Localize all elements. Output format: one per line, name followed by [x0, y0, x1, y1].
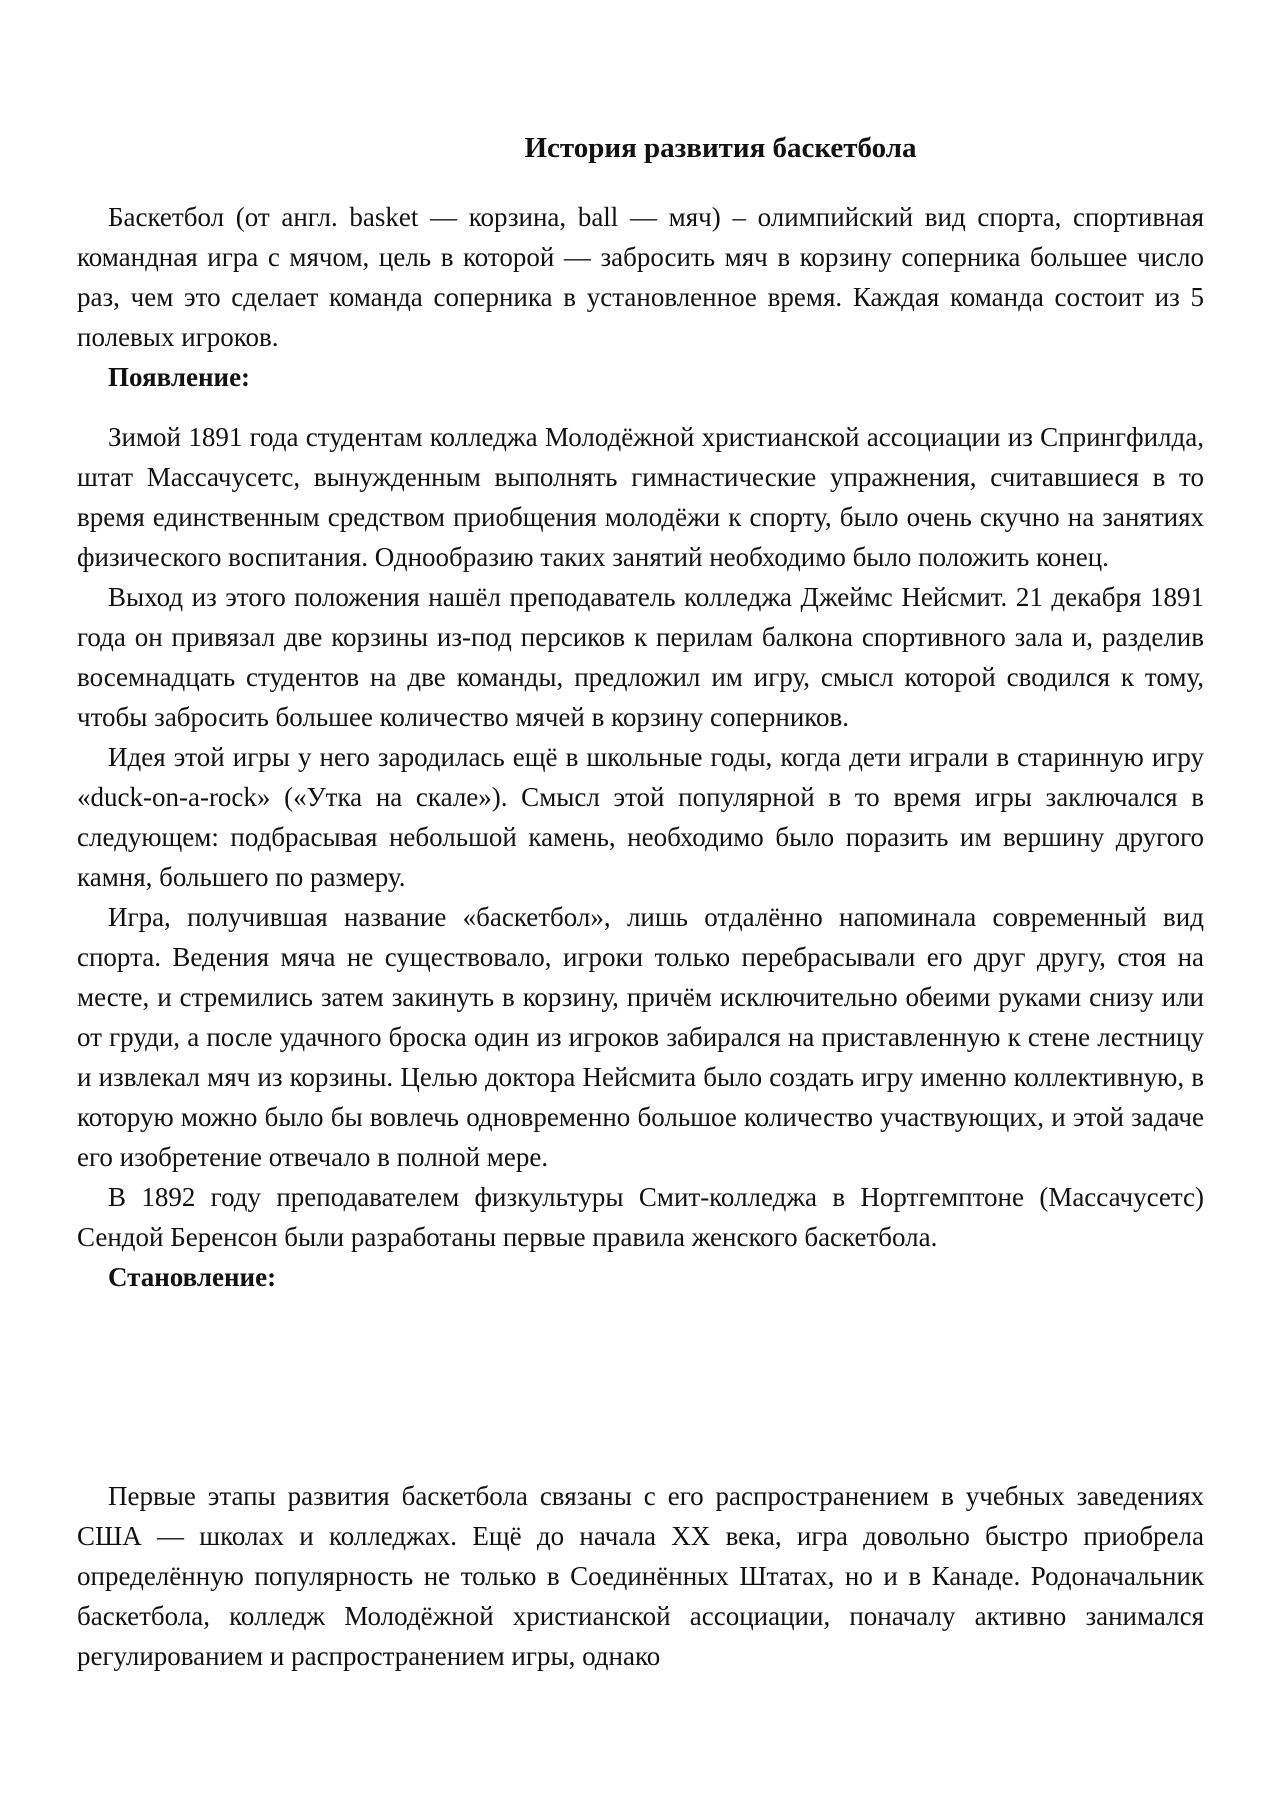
paragraph: Первые этапы развития баскетбола связаны с его распространением в учебных заведениях США — школах и колледжах. Ещё до начала XX века, игра довольно быстро приобрела определённую популярность не только в Соединённых Штатах, но и в Канаде. Родоначальник баскетбола, колледж Молодёжной христианской ассоциации, поначалу активно занимался регулированием и распространением игры, однако: [77, 1481, 1204, 1671]
section-formation-body: [77, 1476, 1204, 1676]
paragraph: Выход из этого положения нашёл преподаватель колледжа Джеймс Нейсмит. 21 декабря 1891 года он привязал две корзины из-под персиков к перилам балкона спортивного зала и, разделив восемнадцать студентов на две команды, предложил им игру, смысл которой сводился к тому, чтобы забросить большее количество мячей в корзину соперников.: [77, 582, 1204, 732]
section-heading-appearance: Появление:: [108, 362, 251, 392]
paragraph: В 1892 году преподавателем физкультуры Смит-колледжа в Нортгемптоне (Массачусетс) Сендой Беренсон были разработаны первые правила женского баскетбола.: [77, 1182, 1204, 1252]
intro-paragraph: Баскетбол (от англ. basket — корзина, ball — мяч) – олимпийский вид спорта, спортивная командная игра с мячом, цель в которой — забросить мяч в корзину соперника большее число раз, чем это сделает команда соперника в установленное время. Каждая команда состоит из 5 полевых игроков.: [77, 202, 1204, 352]
paragraph: Зимой 1891 года студентам колледжа Молодёжной христианской ассоциации из Спрингфилда, штат Массачусетс, вынужденным выполнять гимнастические упражнения, считавшиеся в то время единственным средством приобщения молодёжи к спорту, было очень скучно на занятиях физического воспитания. Однообразию таких занятий необходимо было положить конец.: [77, 422, 1204, 572]
section-appearance-body: [77, 417, 1204, 1297]
paragraph: Игра, получившая название «баскетбол», лишь отдалённо напоминала современный вид спорта. Ведения мяча не существовало, игроки только перебрасывали его друг другу, стоя на месте, и стремились затем закинуть в корзину, причём исключительно обеими руками снизу или от груди, а после удачного броска один из игроков забирался на приставленную к стене лестницу и извлекал мяч из корзины. Целью доктора Нейсмита было создать игру именно коллективную, в которую можно было бы вовлечь одновременно большое количество участвующих, и этой задаче его изобретение отвечало в полной мере.: [77, 902, 1204, 1172]
paragraph: Идея этой игры у него зародилась ещё в школьные годы, когда дети играли в старинную игру «duck-on-a-rock» («Утка на скале»). Смысл этой популярной в то время игры заключался в следующем: подбрасывая небольшой камень, необходимо было поразить им вершину другого камня, большего по размеру.: [77, 742, 1204, 892]
section-heading-formation: Становление:: [108, 1262, 277, 1292]
intro-block: [77, 197, 1204, 397]
page-title: История развития баскетбола: [524, 132, 917, 164]
